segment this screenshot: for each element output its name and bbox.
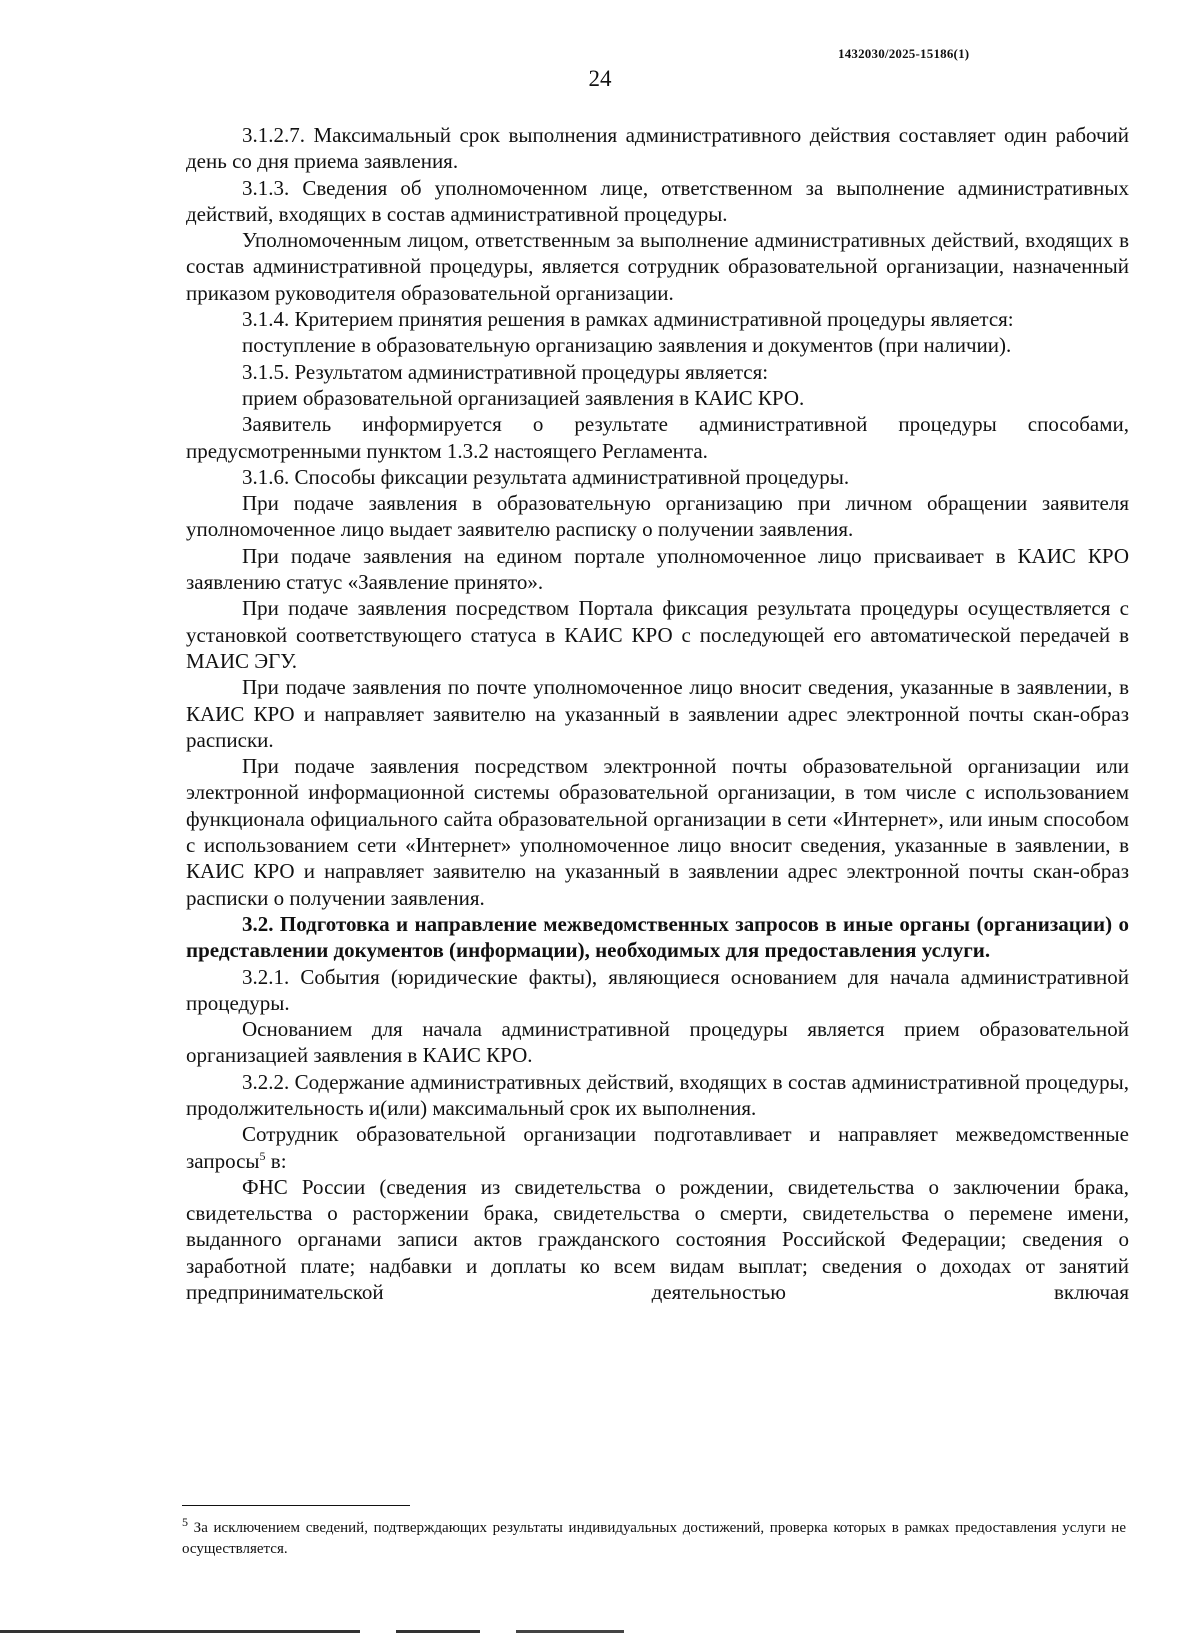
footnote-reference[interactable]: 5	[259, 1148, 266, 1163]
paragraph: Уполномоченным лицом, ответственным за выполнение административных действий, входящих в состав административной процедуры, является сотрудник образовательной организации, назначенный приказом руководителя образовательной организации.	[186, 228, 1129, 305]
paragraph: ФНС России (сведения из свидетельства о рождении, свидетельства о заключении брака, свидетельства о расторжении брака, свидетельства о смерти, свидетельства о перемене имени, выданного органами записи актов гражданского состояния Российской Федерации; сведения о заработной плате; надбавки и доплаты ко всем видам выплат; сведения о доходах от занятий предпринимательской деятельностью включая	[186, 1174, 1129, 1305]
paragraph-with-footnote	[186, 1121, 1129, 1174]
scan-edge-artifact	[0, 1630, 1200, 1633]
paragraph: поступление в образовательную организацию заявления и документов (при наличии).	[242, 333, 1012, 358]
paragraph: При подаче заявления посредством Портала фиксация результата процедуры осуществляется с установкой соответствующего статуса в КАИС КРО с последующей его автоматической передачей в МАИС ЭГУ.	[186, 596, 1129, 673]
footnote-text: За исключением сведений, подтверждающих результаты индивидуальных достижений, проверка которых в рамках предоставления услуги не осуществляется.	[182, 1520, 1126, 1557]
paragraph-text: Сотрудник образовательной организации подготавливает и направляет межведомственные запросы	[186, 1122, 1129, 1173]
paragraph: 3.1.6. Способы фиксации результата административной процедуры.	[242, 464, 850, 489]
document-registration-number: 1432030/2025-15186(1)	[838, 46, 970, 61]
paragraph: 3.1.3. Сведения об уполномоченном лице, ответственном за выполнение административных действий, входящих в состав административной процедуры.	[186, 175, 1129, 226]
paragraph: При подаче заявления посредством электронной почты образовательной организации или электронной информационной системы образовательной организации, в том числе с использованием функционала официального сайта образовательной организации в сети «Интернет», или иным способом с использованием сети «Интернет» уполномоченное лицо вносит сведения, указанные в заявлении, в КАИС КРО и направляет заявителю на указанный в заявлении адрес электронной почты скан-образ расписки о получении заявления.	[186, 754, 1129, 910]
paragraph: прием образовательной организацией заявления в КАИС КРО.	[242, 385, 805, 410]
footnote	[182, 1515, 1126, 1560]
paragraph: 3.1.5. Результатом административной процедуры является:	[242, 359, 769, 384]
document-body	[186, 122, 1129, 1305]
paragraph: 3.1.2.7. Максимальный срок выполнения административного действия составляет один рабочий день со дня приема заявления.	[186, 123, 1129, 174]
paragraph: Заявитель информируется о результате административной процедуры способами, предусмотренными пунктом 1.3.2 настоящего Регламента.	[186, 412, 1129, 463]
paragraph-text-end: в:	[265, 1148, 287, 1173]
section-heading: 3.2. Подготовка и направление межведомственных запросов в иные органы (организации) о представлении документов (информации), необходимых для предоставления услуги.	[186, 911, 1129, 963]
paragraph: При подаче заявления на едином портале уполномоченное лицо присваивает в КАИС КРО заявлению статус «Заявление принято».	[186, 543, 1129, 595]
paragraph: При подаче заявления в образовательную организацию при личном обращении заявителя уполномоченное лицо выдает заявителю расписку о получении заявления.	[186, 491, 1129, 542]
paragraph: Основанием для начала административной процедуры является прием образовательной организацией заявления в КАИС КРО.	[186, 1017, 1129, 1068]
paragraph: 3.1.4. Критерием принятия решения в рамках административной процедуры является:	[242, 307, 1014, 332]
paragraph: 3.2.1. События (юридические факты), являющиеся основанием для начала административной процедуры.	[186, 964, 1129, 1015]
footnote-mark: 5	[182, 1515, 188, 1529]
paragraph: При подаче заявления по почте уполномоченное лицо вносит сведения, указанные в заявлении, в КАИС КРО и направляет заявителю на указанный в заявлении адрес электронной почты скан-образ расписки.	[186, 675, 1129, 752]
paragraph: 3.2.2. Содержание административных действий, входящих в состав административной процедуры, продолжительность и(или) максимальный срок их выполнения.	[186, 1069, 1129, 1120]
page-number: 24	[588, 66, 612, 91]
footnote-separator	[182, 1505, 410, 1506]
